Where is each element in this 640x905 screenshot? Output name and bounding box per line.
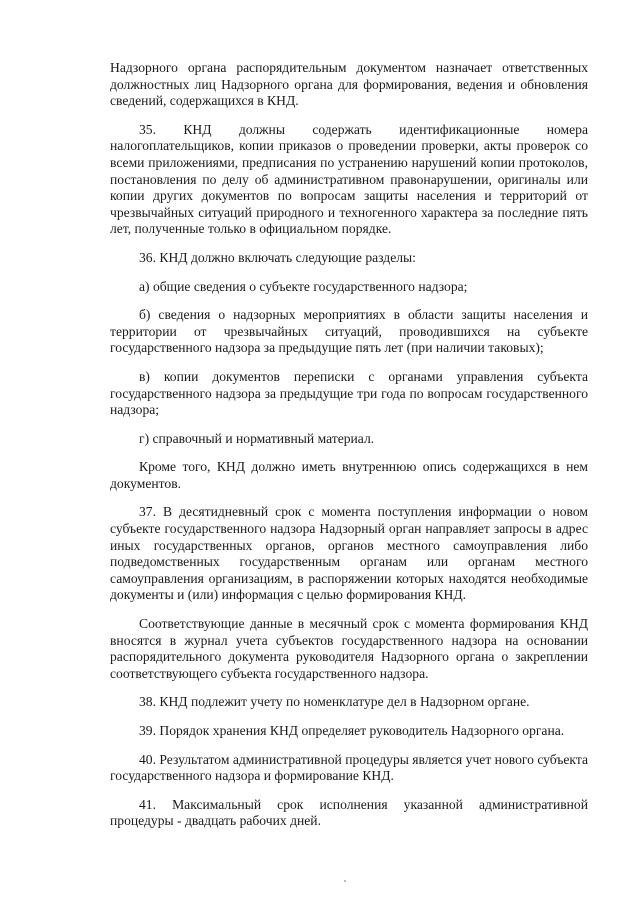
paragraph-36-v: в) копии документов переписки с органами управления субъекта государственного надзора за предыдущие три года по вопросам государственного надзора; bbox=[110, 368, 588, 418]
paragraph-39: 39. Порядок хранения КНД определяет руководитель Надзорного органа. bbox=[139, 723, 565, 738]
paragraph-36-g: г) справочный и нормативный материал. bbox=[139, 430, 375, 446]
paragraph-35: 35. КНД должны содержать идентификационные номера налогоплательщиков, копии приказов о проведении проверки, акты проверок со всеми приложениями, предписания по устранению нарушений копии протоколов, постановления по делу об административном правонарушении, оригиналы или копии других документов по вопросам защиты населения и территорий от чрезвычайных ситуаций природного и техногенного характера за последние пять лет, полученные только в официальном порядке. bbox=[110, 121, 588, 237]
paragraph-36-a: а) общие сведения о субъекте государственного надзора; bbox=[139, 278, 468, 294]
paragraph-40: 40. Результатом административной процедуры является учет нового субъекта государственного надзора и формирование КНД. bbox=[110, 751, 588, 784]
scan-speck bbox=[344, 880, 346, 882]
paragraph-37: 37. В десятидневный срок с момента поступления информации о новом субъекте государственного надзора Надзорный орган направляет запросы в адрес иных государственных органов, органов местного самоуправления либо подведомственных государственным органам или органам местного самоуправления организациям, в распоряжении которых находятся необходимые документы и (или) информация с целью формирования КНД. bbox=[110, 504, 588, 603]
paragraph-inventory: Кроме того, КНД должно иметь внутреннюю опись содержащихся в нем документов. bbox=[110, 459, 588, 491]
paragraph-36-b: б) сведения о надзорных мероприятиях в области защиты населения и территории от чрезвычайных ситуаций, проводившихся на субъекте государственного надзора за предыдущие пять лет (при наличии таковых); bbox=[110, 307, 588, 356]
paragraph-continuation: Надзорного органа распорядительным документом назначает ответственных должностных лиц Надзорного органа для формирования, ведения и обновления сведений, содержащихся в КНД. bbox=[110, 60, 588, 109]
paragraph-37-data: Соответствующие данные в месячный срок с момента формирования КНД вносятся в журнал учета субъектов государственного надзора на основании распорядительного документа руководителя Надзорного органа о закреплении соответствующего субъекта государственного надзора. bbox=[110, 616, 588, 681]
document-body bbox=[110, 60, 588, 842]
paragraph-41: 41. Максимальный срок исполнения указанной административной процедуры - двадцать рабочих дней. bbox=[110, 796, 588, 829]
paragraph-36: 36. КНД должно включать следующие разделы: bbox=[139, 249, 416, 265]
paragraph-38: 38. КНД подлежит учету по номенклатуре дел в Надзорном органе. bbox=[139, 694, 530, 710]
